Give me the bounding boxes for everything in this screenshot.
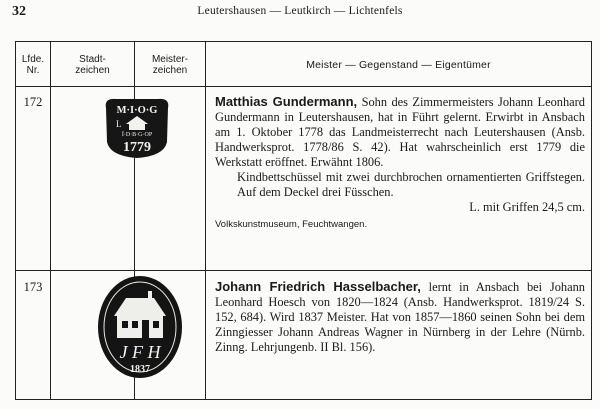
entry-biography: Johann Friedrich Hasselbacher, lernt in Ansbach bei Johann Leonhard Hoesch von 1820—1824 (Ansb. Handwerksprot. 1819/24 S. 152, 684). Wird 1837 Meister. Hat von 1857—1860 seinen Sohn bei dem Zinngiesser Johann Andreas Wagner in Nürnberg in der Lehre (Nürnb. Zinng. Lehrjungenb. II Bl. 156). [215,279,585,354]
mark-small-letters: Ï·D·B·G·OP [121,132,153,138]
object-dimensions: L. mit Griffen 24,5 cm. [469,200,585,214]
row-divider [16,270,591,271]
column-header-stadtzeichen: Stadt- zeichen [75,54,110,76]
object-description: Kindbettschüssel mit zwei durchbrochen ornamentierten Griffstegen. Auf dem Deckel drei Füsschen. [237,170,585,199]
running-head: Leutershausen — Leutkirch — Lichtenfels [197,5,403,17]
entry-text [215,279,585,355]
mark-letter: L [116,119,122,129]
mark-year: 1779 [123,140,151,155]
column-rule [50,42,51,399]
mark-initials: J F H [119,342,161,362]
master-name: Johann Friedrich Hasselbacher, [215,279,421,294]
header-rule [16,86,591,87]
entry-biography: Matthias Gundermann, Sohn des Zimmermeisters Johann Leonhard Gundermann in Leutershausen, hat in Führt gelernt. Erwirbt in Ansbach am 1. Oktober 1778 das Landmeisterrecht nach Leutershausen (Ansb. Handwerksprot. 1778/86 S. 42). Hat wahrscheinlich erst 1779 die Werkstatt eröffnet. Erwähnt 1806. [215,94,586,169]
catalog-table [15,41,592,400]
mark-letters: M·I·O·G [116,105,158,116]
mark-year: 1837 [130,364,150,375]
column-header-lfde-nr: Lfde. Nr. [21,54,45,76]
master-mark-hasselbacher [96,274,184,380]
page-number: 32 [12,4,26,19]
entry-number: 172 [23,95,43,109]
owner-line: Volkskunstmuseum, Feuchtwangen. [215,219,368,230]
entry-text [215,94,585,232]
master-name: Matthias Gundermann, [215,94,358,109]
object-block [215,170,585,215]
column-header-meisterzeichen: Meister- zeichen [151,54,189,76]
column-rule [205,42,206,399]
entry-number: 173 [23,280,43,294]
master-mark-gundermann [100,94,174,160]
column-header-meister-gegenstand: Meister — Gegenstand — Eigentümer [306,58,491,71]
